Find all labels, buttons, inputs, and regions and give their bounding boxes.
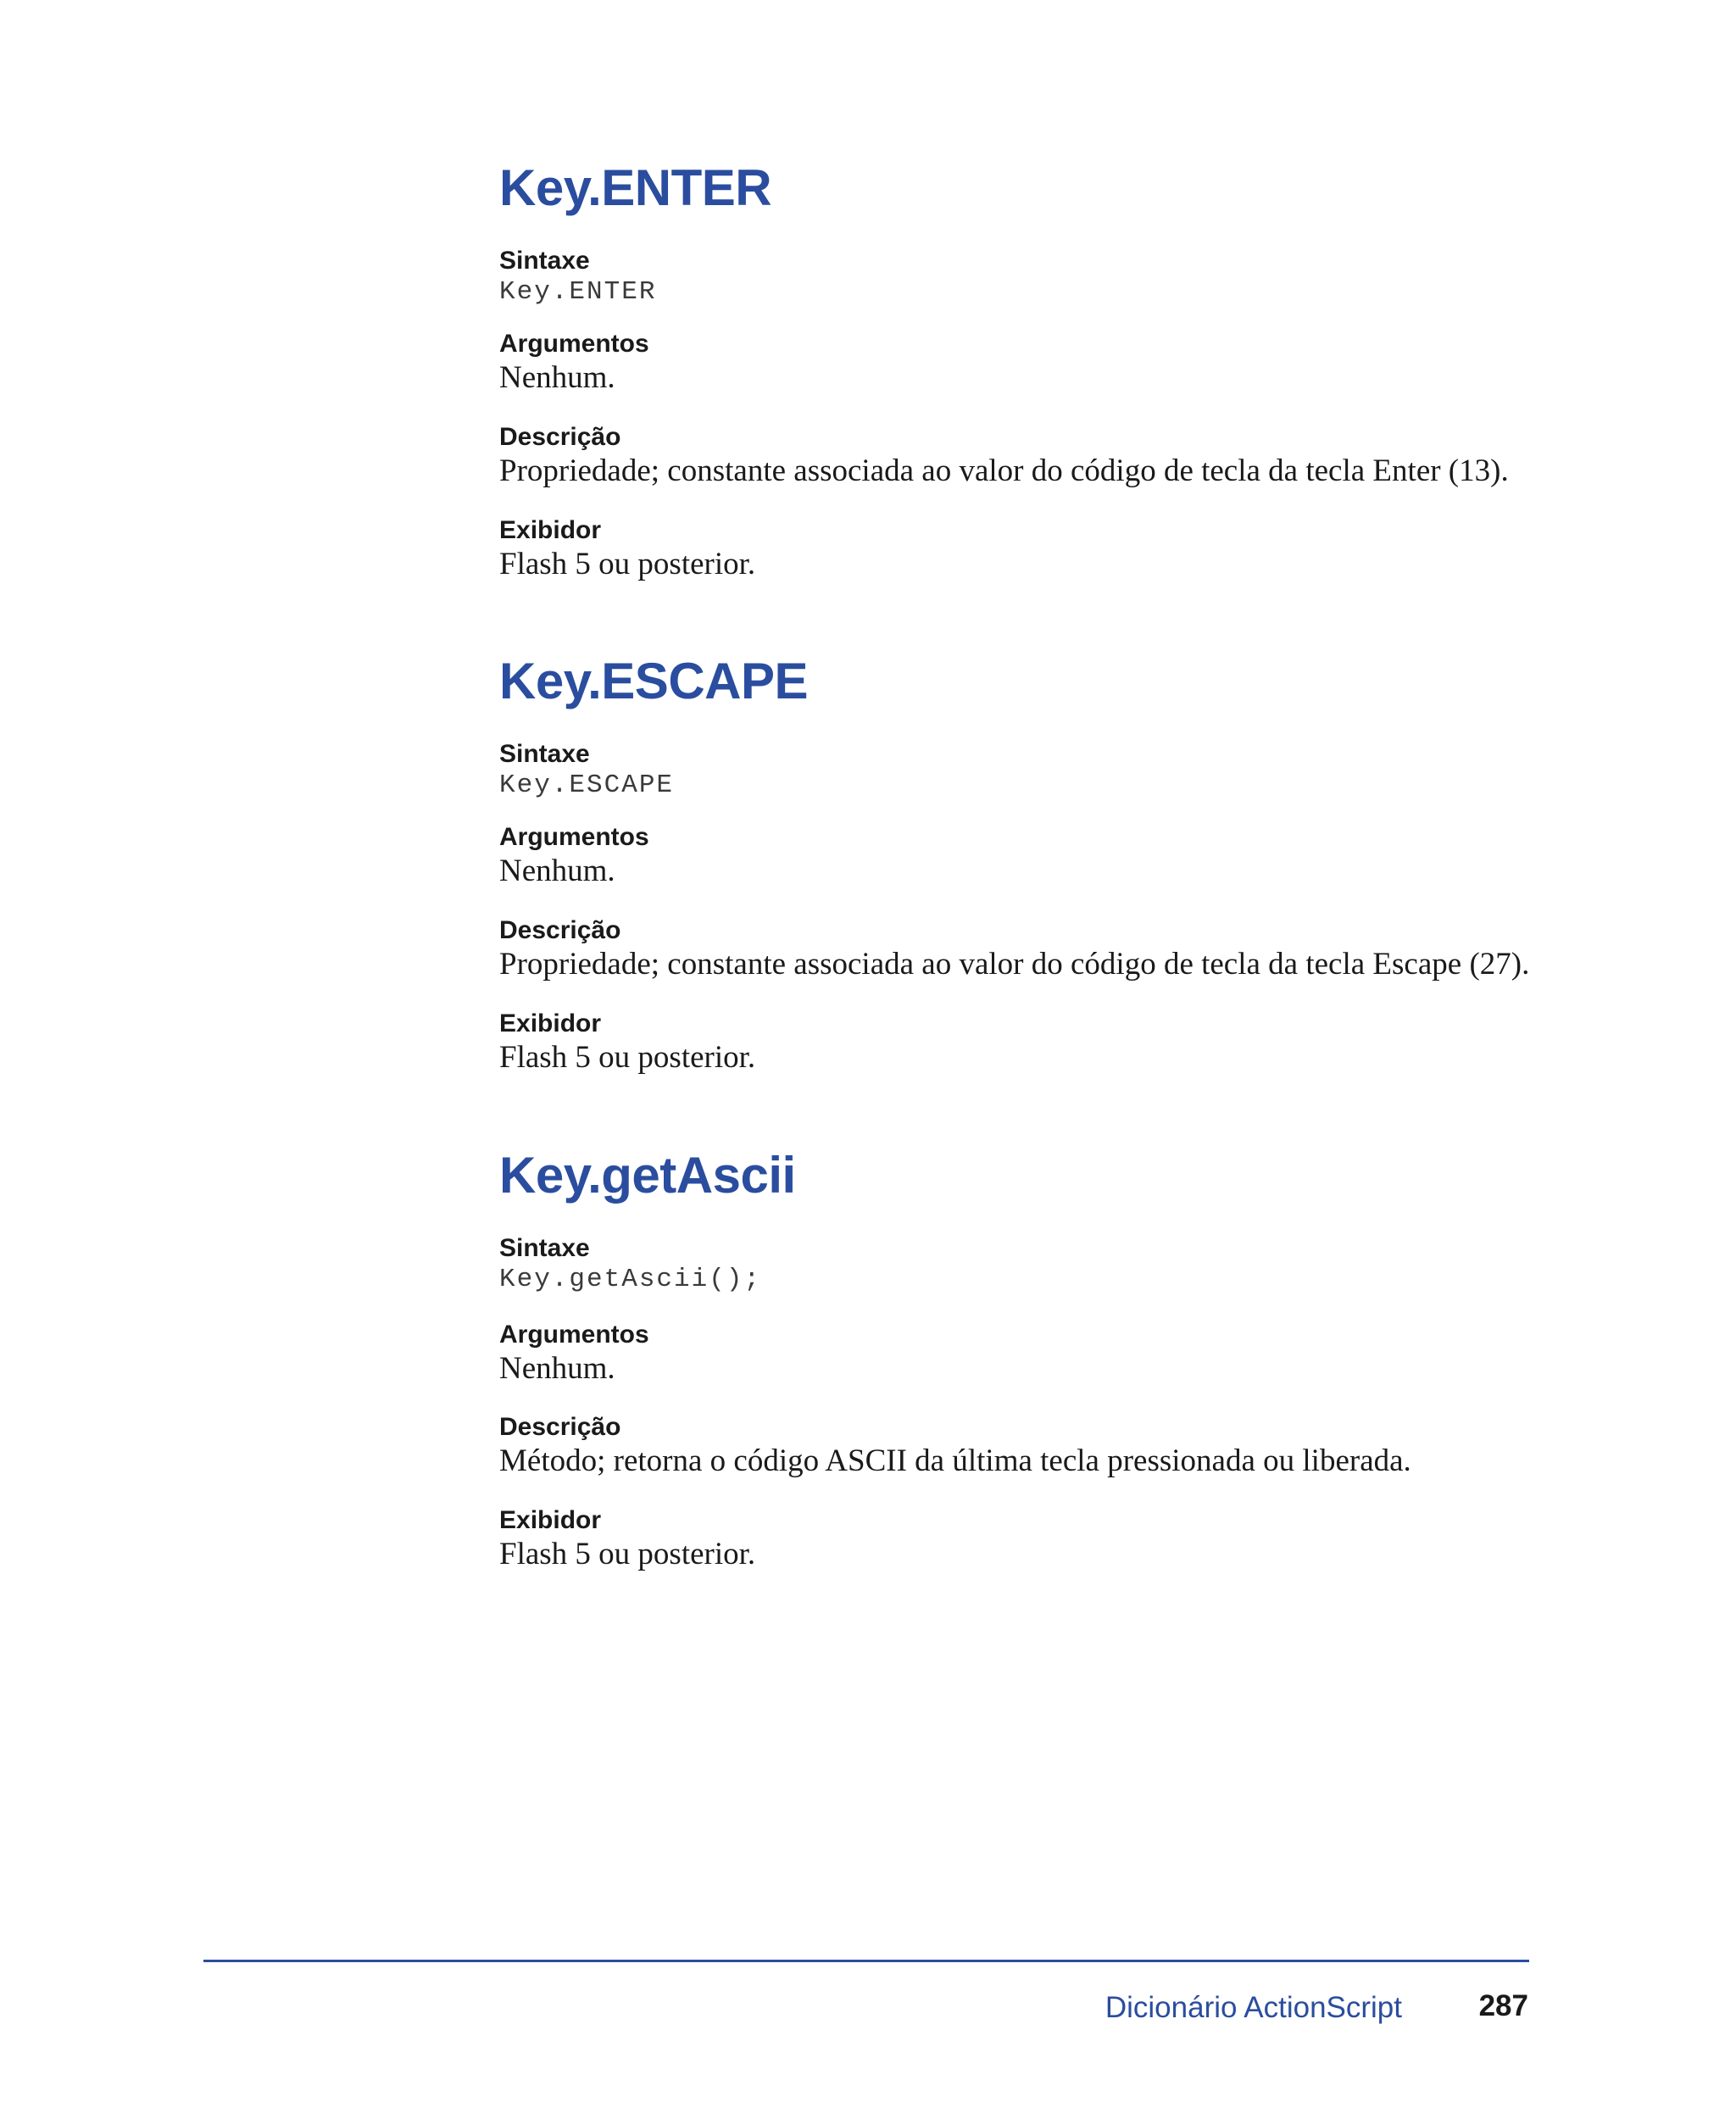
description-section <box>499 422 1550 490</box>
player-label: Exibidor <box>499 1009 602 1037</box>
footer-book-title: Dicionário ActionScript <box>1104 1991 1402 2024</box>
description-text: Método; retorna o código ASCII da última tecla pressionada ou liberada. <box>499 1443 1411 1478</box>
syntax-section <box>499 739 1550 802</box>
description-text: Propriedade; constante associada ao valor do código de tecla da tecla Escape (27). <box>499 947 1530 982</box>
arguments-section <box>499 822 1550 890</box>
player-section <box>499 1009 1550 1076</box>
entry-key-getascii <box>499 1145 1550 1571</box>
arguments-section <box>499 329 1550 397</box>
entry-key-enter <box>499 158 1550 581</box>
player-text: Flash 5 ou posterior. <box>499 1537 756 1571</box>
syntax-code: Key.ESCAPE <box>499 770 675 800</box>
syntax-section <box>499 1233 1550 1296</box>
description-section <box>499 1412 1550 1480</box>
syntax-section <box>499 246 1550 309</box>
arguments-label: Argumentos <box>499 330 649 358</box>
entry-title: Key.ENTER <box>499 159 772 216</box>
description-label: Descrição <box>499 1413 621 1441</box>
arguments-label: Argumentos <box>499 1321 649 1349</box>
syntax-code: Key.getAscii(); <box>499 1265 762 1294</box>
syntax-code: Key.ENTER <box>499 277 657 307</box>
syntax-label: Sintaxe <box>499 740 590 768</box>
description-section <box>499 915 1550 983</box>
player-text: Flash 5 ou posterior. <box>499 547 756 581</box>
player-text: Flash 5 ou posterior. <box>499 1040 756 1075</box>
player-label: Exibidor <box>499 1506 602 1534</box>
description-label: Descrição <box>499 423 621 451</box>
page-number: 287 <box>1478 1989 1528 2022</box>
arguments-section <box>499 1320 1550 1388</box>
syntax-label: Sintaxe <box>499 1234 590 1262</box>
entry-title: Key.getAscii <box>499 1147 796 1204</box>
arguments-text: Nenhum. <box>499 1351 615 1386</box>
player-label: Exibidor <box>499 516 602 544</box>
entry-title: Key.ESCAPE <box>499 653 809 709</box>
entry-key-escape <box>499 651 1550 1075</box>
description-text: Propriedade; constante associada ao valor do código de tecla da tecla Enter (13). <box>499 453 1509 488</box>
footer-divider <box>203 1960 1529 1962</box>
arguments-label: Argumentos <box>499 823 649 851</box>
arguments-text: Nenhum. <box>499 360 615 395</box>
player-section <box>499 1505 1550 1573</box>
description-label: Descrição <box>499 916 621 944</box>
player-section <box>499 515 1550 583</box>
syntax-label: Sintaxe <box>499 247 590 275</box>
arguments-text: Nenhum. <box>499 854 615 888</box>
